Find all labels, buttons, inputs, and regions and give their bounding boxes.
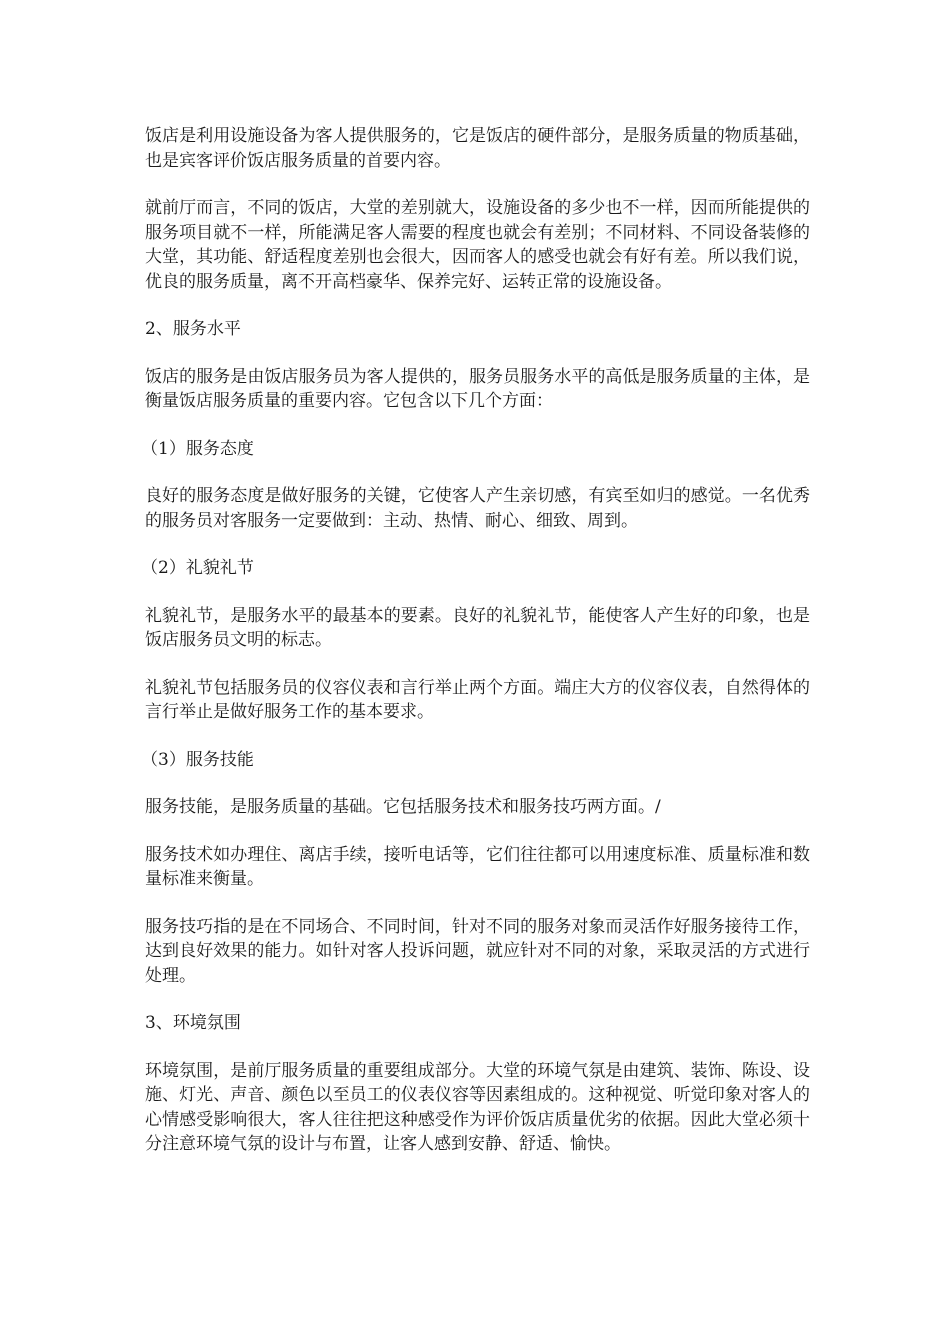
section-heading-environment: 3、环境氛围 <box>145 1013 241 1033</box>
paragraph-courtesy-details: 礼貌礼节包括服务员的仪容仪表和言行举止两个方面。端庄大方的仪容仪表，自然得体的言行举止是做好服务工作的基本要求。 <box>145 677 810 722</box>
paragraph-service-technique: 服务技术如办理住、离店手续，接听电话等，它们往往都可以用速度标准、质量标准和数量标准来衡量。 <box>145 844 810 889</box>
document-body <box>141 124 810 1180</box>
subheading-service-attitude: （1）服务态度 <box>141 438 254 459</box>
subheading-service-skills: （3）服务技能 <box>141 749 254 770</box>
paragraph-service-attitude: 良好的服务态度是做好服务的关键，它使客人产生亲切感，有宾至如归的感觉。一名优秀的服务员对客服务一定要做到：主动、热情、耐心、细致、周到。 <box>145 486 810 531</box>
paragraph-courtesy: 礼貌礼节，是服务水平的最基本的要素。良好的礼貌礼节，能使客人产生好的印象，也是饭店服务员文明的标志。 <box>145 605 810 650</box>
paragraph-service-level: 饭店的服务是由饭店服务员为客人提供的，服务员服务水平的高低是服务质量的主体，是衡量饭店服务质量的重要内容。它包含以下几个方面： <box>145 366 810 411</box>
section-heading-service-level: 2、服务水平 <box>145 319 241 339</box>
paragraph-service-tactics: 服务技巧指的是在不同场合、不同时间，针对不同的服务对象而灵活作好服务接待工作，达到良好效果的能力。如针对客人投诉问题，就应针对不同的对象，采取灵活的方式进行处理。 <box>145 916 810 986</box>
paragraph-service-skills: 服务技能，是服务质量的基础。它包括服务技术和服务技巧两方面。/ <box>145 797 661 817</box>
subheading-courtesy: （2）礼貌礼节 <box>141 558 254 578</box>
paragraph-facilities-intro: 饭店是利用设施设备为客人提供服务的，它是饭店的硬件部分，是服务质量的物质基础，也是宾客评价饭店服务质量的首要内容。 <box>145 126 810 171</box>
paragraph-environment: 环境氛围，是前厅服务质量的重要组成部分。大堂的环境气氛是由建筑、装饰、陈设、设施、灯光、声音、颜色以至员工的仪表仪容等因素组成的。这种视觉、听觉印象对客人的心情感受影响很大，客人往往把这种感受作为评价饭店质量优劣的依据。因此大堂必须十分注意环境气氛的设计与布置，让客人感到安静、舒适、愉快。 <box>145 1060 810 1154</box>
paragraph-front-office: 就前厅而言，不同的饭店，大堂的差别就大，设施设备的多少也不一样，因而所能提供的服务项目就不一样，所能满足客人需要的程度也就会有差别；不同材料、不同设备装修的大堂，其功能、舒适程度差别也会很大，因而客人的感受也就会有好有差。所以我们说，优良的服务质量，离不开高档豪华、保养完好、运转正常的设施设备。 <box>145 198 810 292</box>
